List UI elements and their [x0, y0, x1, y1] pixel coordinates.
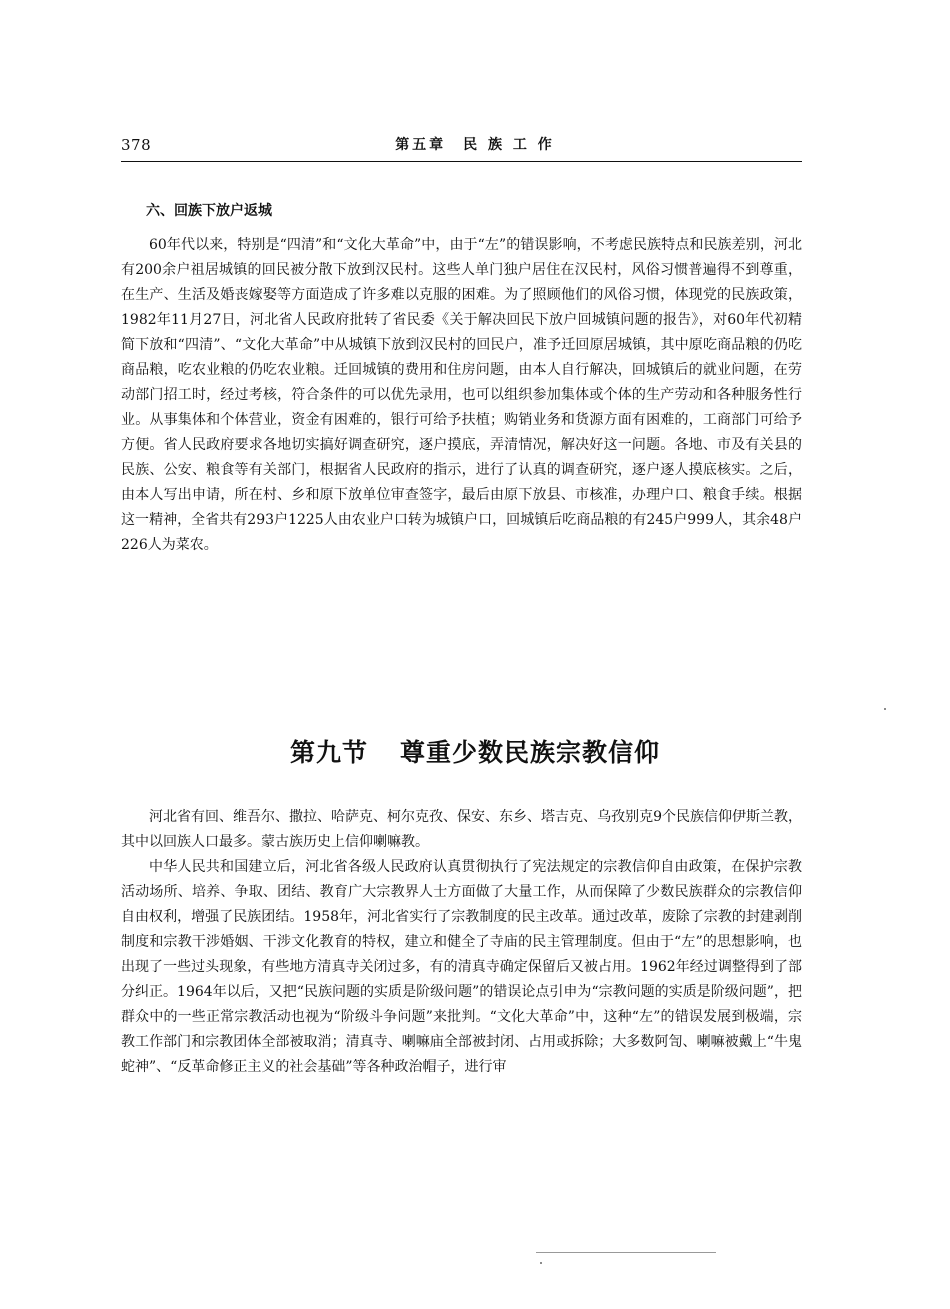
section-heading: 尊重少数民族宗教信仰 — [400, 738, 661, 767]
paragraph: 中华人民共和国建立后，河北省各级人民政府认真贯彻执行了宪法规定的宗教信仰自由政策，在保护宗教活动场所、培养、争取、团结、教育广大宗教界人士方面做了大量工作，从而保障了少数民族群众的宗教信仰自由权利，增强了民族团结。1958年，河北省实行了宗教制度的民主改革。通过改革，废除了宗教的封建剥削制度和宗教干涉婚姻、干涉文化教育的特权，建立和健全了寺庙的民主管理制度。但由于“左”的思想影响，也出现了一些过头现象，有些地方清真寺关闭过多，有的清真寺确定保留后又被占用。1962年经过调整得到了部分纠正。1964年以后，又把“民族问题的实质是阶级问题”的错误论点引申为“宗教问题的实质是阶级问题”，把群众中的一些正常宗教活动也视为“阶级斗争问题”来批判。“文化大革命”中，这种“左”的错误发展到极端，宗教工作部门和宗教团体全部被取消；清真寺、喇嘛庙全部被封闭、占用或拆除；大多数阿訇、喇嘛被戴上“牛鬼蛇神”、“反革命修正主义的社会基础”等各种政治帽子，进行审 — [121, 859, 802, 1075]
scan-speck — [540, 1262, 542, 1264]
scan-speck — [884, 708, 886, 710]
scan-artifact-line — [536, 1252, 716, 1253]
section-title — [0, 733, 950, 769]
paragraph: 河北省有回、维吾尔、撒拉、哈萨克、柯尔克孜、保安、东乡、塔吉克、乌孜别克9个民族信仰伊斯兰教，其中以回族人口最多。蒙古族历史上信仰喇嘛教。 — [121, 809, 802, 850]
subsection-title: 六、回族下放户返城 — [146, 203, 272, 219]
paragraph: 60年代以来，特别是“四清”和“文化大革命”中，由于“左”的错误影响，不考虑民族特点和民族差别，河北有200余户祖居城镇的回民被分散下放到汉民村。这些人单门独户居住在汉民村，风俗习惯普遍得不到尊重，在生产、生活及婚丧嫁娶等方面造成了许多难以克服的困难。为了照顾他们的风俗习惯，体现党的民族政策，1982年11月27日，河北省人民政府批转了省民委《关于解决回民下放户回城镇问题的报告》，对60年代初精简下放和“四清”、“文化大革命”中从城镇下放到汉民村的回民户，准予迁回原居城镇，其中原吃商品粮的仍吃商品粮，吃农业粮的仍吃农业粮。迁回城镇的费用和住房问题，由本人自行解决，回城镇后的就业问题，在劳动部门招工时，经过考核，符合条件的可以优先录用，也可以组织参加集体或个体的生产劳动和各种服务性行业。从事集体和个体营业，资金有困难的，银行可给予扶植；购销业务和货源方面有困难的，工商部门可给予方便。省人民政府要求各地切实搞好调查研究，逐户摸底，弄清情况，解决好这一问题。各地、市及有关县的民族、公安、粮食等有关部门，根据省人民政府的指示，进行了认真的调查研究，逐户逐人摸底核实。之后，由本人写出申请，所在村、乡和原下放单位审查签字，最后由原下放县、市核准，办理户口、粮食手续。根据这一精神，全省共有293户1225人由农业户口转为城镇户口，回城镇后吃商品粮的有245户999人，其余48户226人为菜农。 — [121, 237, 802, 553]
subsection-body — [121, 233, 802, 558]
section-number: 第九节 — [289, 738, 368, 767]
section-body — [121, 805, 802, 1080]
page-number: 378 — [121, 136, 152, 154]
running-head: 第五章 民 族 工 作 — [395, 137, 555, 153]
header-rule — [121, 161, 802, 162]
